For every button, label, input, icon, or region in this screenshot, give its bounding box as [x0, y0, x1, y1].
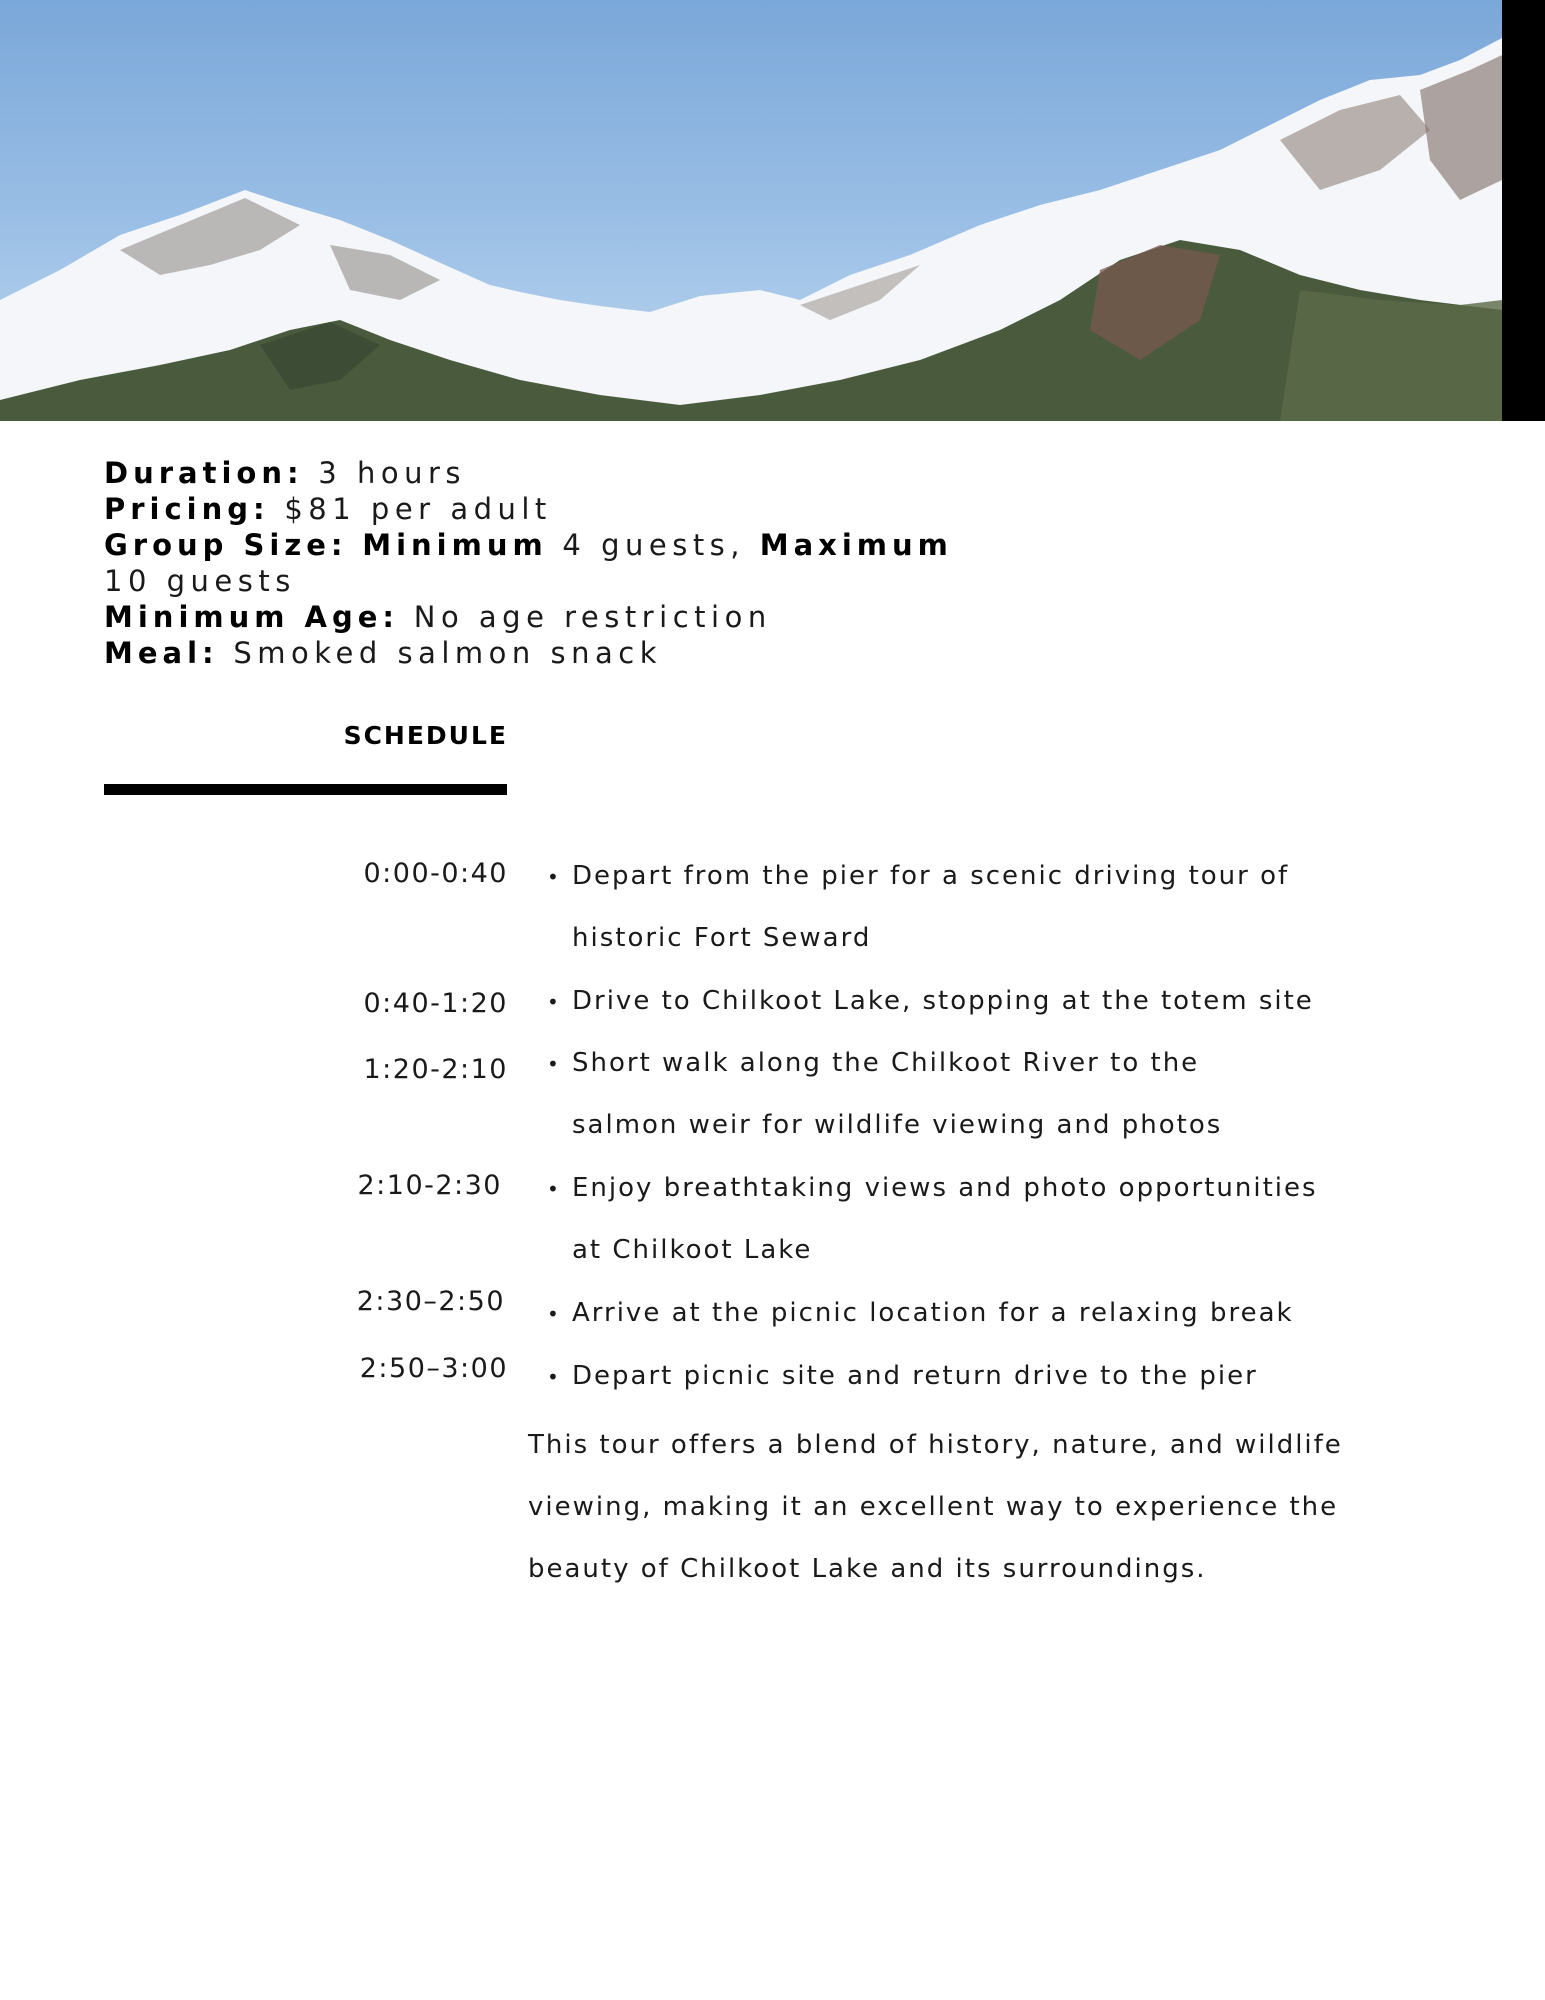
duration-row	[104, 455, 964, 491]
bullet-icon: •	[547, 1177, 561, 1201]
tour-details	[104, 455, 964, 671]
pricing-label: Pricing:	[104, 492, 270, 526]
group-size-label: Group Size:	[104, 528, 348, 562]
pricing-value: $81 per adult	[269, 492, 552, 526]
group-size-max-value: 10 guests	[104, 564, 296, 598]
hero-edge-bar	[1502, 0, 1545, 421]
schedule-divider	[104, 784, 507, 795]
schedule-description: Arrive at the picnic location for a relaxing break	[572, 1298, 1294, 1328]
minimum-age-label: Minimum Age:	[104, 600, 400, 634]
meal-row	[104, 635, 964, 671]
meal-label: Meal:	[104, 636, 219, 670]
group-size-min-label: Minimum	[362, 528, 548, 562]
group-size-max-label: Maximum	[759, 528, 953, 562]
schedule-time: 1:20-2:10	[363, 1054, 508, 1085]
schedule-time: 2:30–2:50	[356, 1286, 505, 1317]
schedule-time: 2:10-2:30	[357, 1170, 502, 1201]
mountain-illustration	[0, 0, 1545, 421]
bullet-icon: •	[547, 1052, 561, 1076]
bullet-icon: •	[547, 1302, 561, 1326]
schedule-time: 2:50–3:00	[359, 1353, 508, 1384]
group-size-row	[104, 527, 964, 599]
schedule-description: Drive to Chilkoot Lake, stopping at the totem site	[572, 986, 1314, 1016]
schedule-time: 0:00-0:40	[363, 858, 508, 889]
tour-summary: This tour offers a blend of history, nature, and wildlife viewing, making it an excellent way to experience the beauty of Chilkoot Lake and its surroundings.	[528, 1430, 1343, 1584]
duration-label: Duration:	[104, 456, 304, 490]
minimum-age-value: No age restriction	[399, 600, 772, 634]
group-size-min-value: 4 guests,	[547, 528, 760, 562]
schedule-heading: SCHEDULE	[343, 721, 508, 750]
schedule-description: Depart from the pier for a scenic driving tour of historic Fort Seward	[572, 861, 1290, 953]
schedule-time: 0:40-1:20	[363, 988, 508, 1019]
meal-value: Smoked salmon snack	[218, 636, 663, 670]
bullet-icon: •	[547, 990, 561, 1014]
minimum-age-row	[104, 599, 964, 635]
bullet-icon: •	[547, 865, 561, 889]
schedule-description: Enjoy breathtaking views and photo opportunities at Chilkoot Lake	[572, 1173, 1318, 1265]
bullet-icon: •	[547, 1365, 561, 1389]
duration-value: 3 hours	[303, 456, 466, 490]
schedule-description: Short walk along the Chilkoot River to the salmon weir for wildlife viewing and photos	[572, 1048, 1223, 1140]
mountain-hero-image	[0, 0, 1545, 421]
pricing-row	[104, 491, 964, 527]
schedule-description: Depart picnic site and return drive to the pier	[572, 1361, 1258, 1391]
